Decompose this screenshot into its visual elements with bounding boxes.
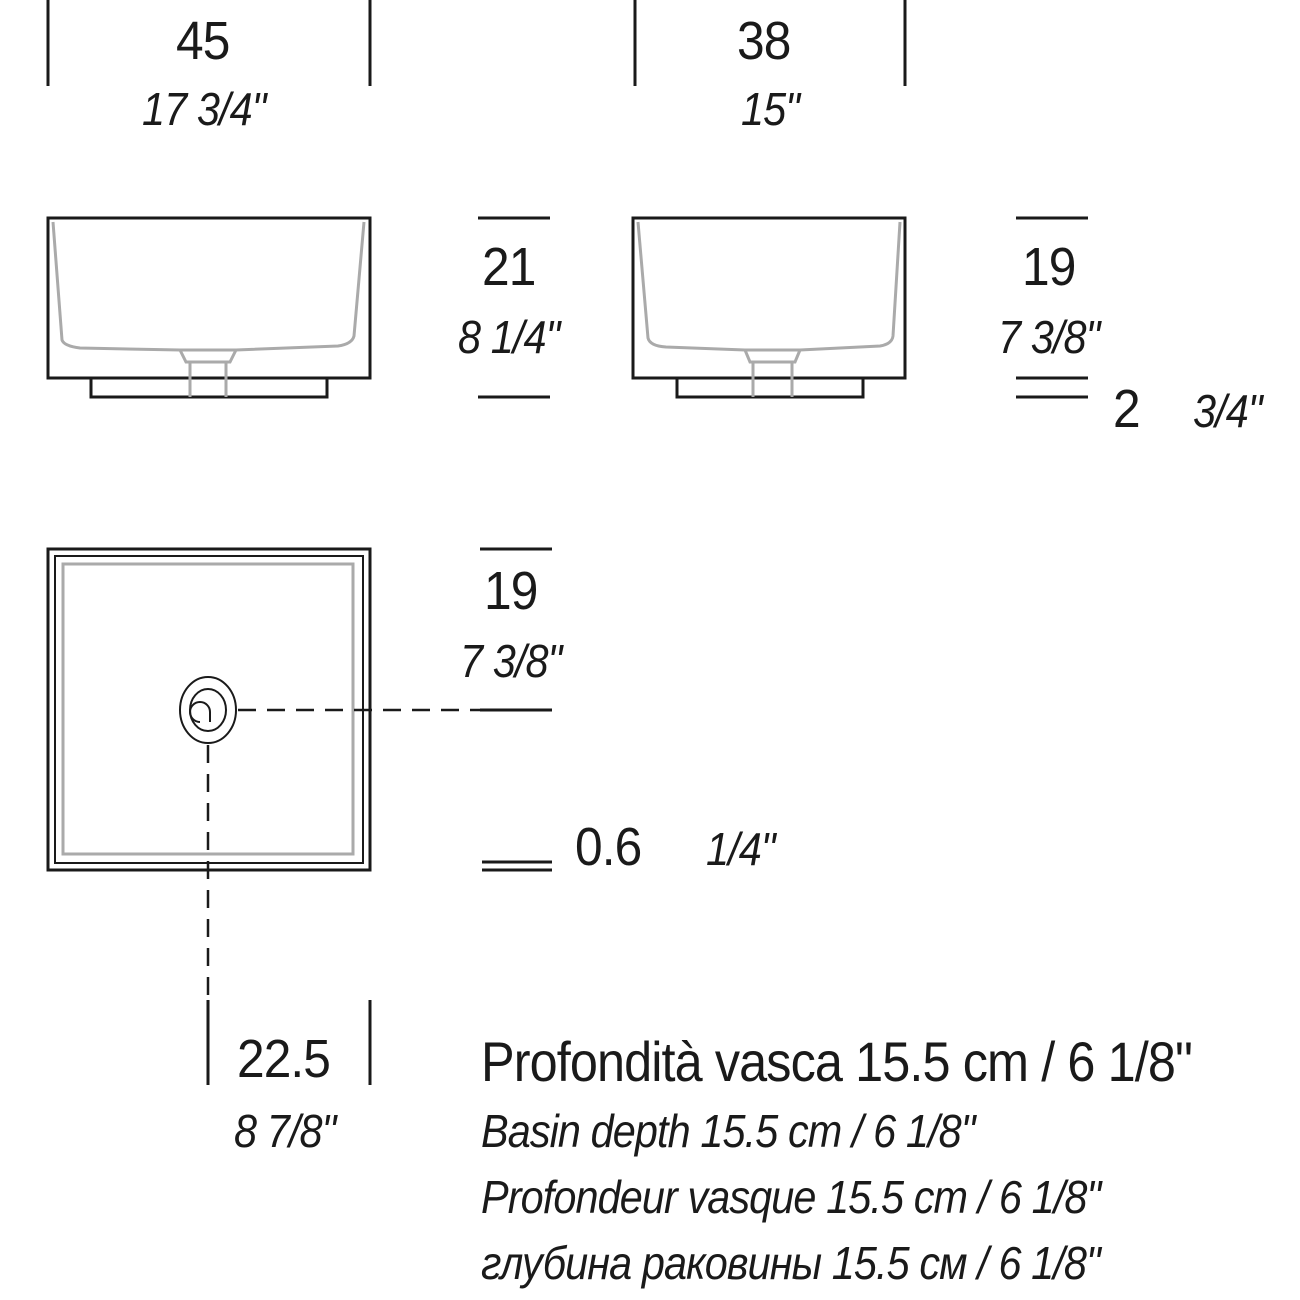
front-width-cm: 45 xyxy=(176,11,230,71)
basin-depth-note-ru: глубина раковины 15.5 см / 6 1/8" xyxy=(481,1237,1100,1289)
side-height-in: 7 3/8" xyxy=(998,311,1100,363)
drain-inner-icon xyxy=(190,689,226,731)
drain-glyph-icon xyxy=(190,702,210,722)
drain-side-in: 8 7/8" xyxy=(234,1105,336,1157)
side-width-cm: 38 xyxy=(737,11,791,71)
side-inner-profile xyxy=(638,222,900,350)
front-width-in: 17 3/4" xyxy=(142,83,266,135)
side-drain-profile xyxy=(745,350,800,397)
side-view-basin xyxy=(633,218,905,397)
drain-offset-in: 7 3/8" xyxy=(460,635,562,687)
front-view-basin xyxy=(48,218,370,397)
rim-in: 1/4" xyxy=(706,823,775,875)
side-base-in: 3/4" xyxy=(1193,385,1262,437)
rim-cm: 0.6 xyxy=(575,817,642,877)
side-width-in: 15" xyxy=(741,83,800,135)
basin-depth-note-fr: Profondeur vasque 15.5 cm / 6 1/8" xyxy=(481,1171,1101,1223)
basin-depth-note-it: Profondità vasca 15.5 cm / 6 1/8" xyxy=(481,1030,1192,1093)
front-height-cm: 21 xyxy=(482,237,536,297)
front-drain-profile xyxy=(180,350,236,397)
side-base-cm: 2 xyxy=(1113,379,1140,439)
front-inner-profile xyxy=(53,222,364,350)
side-height-cm: 19 xyxy=(1022,237,1076,297)
drain-offset-cm: 19 xyxy=(484,561,538,621)
drain-side-cm: 22.5 xyxy=(237,1029,331,1089)
basin-depth-note-en: Basin depth 15.5 cm / 6 1/8" xyxy=(481,1105,975,1157)
front-height-in: 8 1/4" xyxy=(458,311,560,363)
drain-outer-icon xyxy=(180,677,236,743)
